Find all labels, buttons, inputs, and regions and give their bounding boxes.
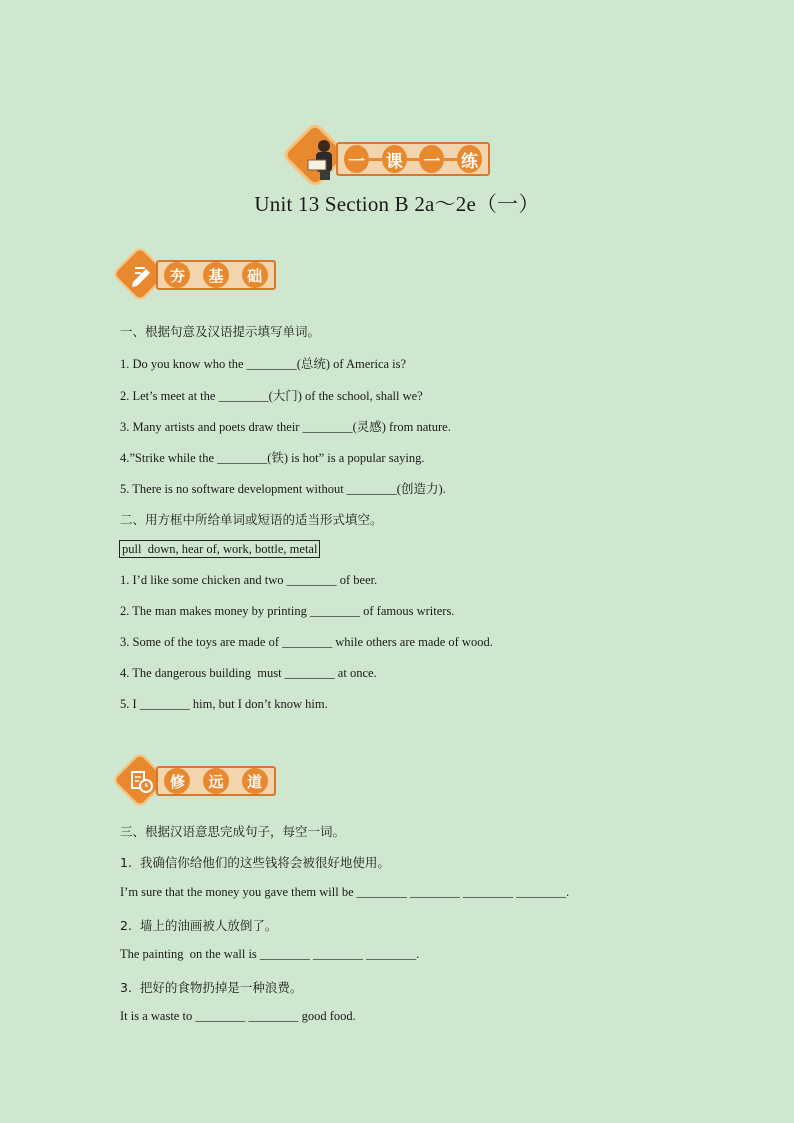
banner-char: 一 — [344, 145, 369, 173]
banner-char: 练 — [457, 145, 482, 173]
exercise-item: 5. There is no software development without ________(创造力). — [120, 482, 446, 496]
part2-heading: 二、用方框中所给单词或短语的适当形式填空。 — [120, 512, 383, 527]
exercise-prompt: 1. 我确信你给他们的这些钱将会被很好地使用。 — [120, 855, 390, 870]
clock-document-icon — [126, 766, 156, 796]
banner-dash — [369, 158, 382, 161]
section-header-bar — [156, 260, 276, 290]
section-header-advanced — [120, 760, 278, 804]
section-char: 基 — [203, 262, 229, 288]
exercise-item: It is a waste to ________ ________ good food. — [120, 1009, 356, 1023]
part3-heading: 三、根据汉语意思完成句子，每空一词。 — [120, 824, 346, 839]
pencil-icon — [126, 260, 156, 290]
banner-dash — [444, 158, 457, 161]
exercise-prompt: 2. 墙上的油画被人放倒了。 — [120, 918, 278, 933]
banner-dash — [407, 158, 420, 161]
exercise-item: 4.”Strike while the ________(铁) is hot” is a popular saying. — [120, 451, 425, 465]
banner-char: 课 — [382, 145, 407, 173]
section-char: 夯 — [164, 262, 190, 288]
section-char: 远 — [203, 768, 229, 794]
exercise-item: The painting on the wall is ________ ________ ________. — [120, 947, 420, 961]
exercise-item: I’m sure that the money you gave them will be ________ ________ ________ ________. — [120, 885, 570, 899]
section-header-basics — [120, 254, 278, 298]
exercise-item: 3. Many artists and poets draw their ________(灵感) from nature. — [120, 420, 451, 434]
banner-char: 一 — [419, 145, 444, 173]
lesson-banner — [290, 130, 500, 186]
section-header-bar — [156, 766, 276, 796]
exercise-prompt: 3. 把好的食物扔掉是一种浪费。 — [120, 980, 303, 995]
banner-bar — [336, 142, 490, 176]
document-title: Unit 13 Section B 2a～2e（一） — [254, 192, 540, 216]
exercise-item: 1. Do you know who the ________(总统) of America is? — [120, 357, 407, 371]
section-char: 修 — [164, 768, 190, 794]
exercise-item: 2. The man makes money by printing ________ of famous writers. — [120, 604, 455, 618]
exercise-item: 5. I ________ him, but I don’t know him. — [120, 697, 328, 711]
exercise-item: 1. I’d like some chicken and two ________ of beer. — [120, 573, 378, 587]
section-char: 道 — [242, 768, 268, 794]
section-char: 础 — [242, 262, 268, 288]
word-box: pull down, hear of, work, bottle, metal — [119, 540, 320, 558]
exercise-item: 2. Let’s meet at the ________(大门) of the school, shall we? — [120, 389, 423, 403]
exercise-item: 3. Some of the toys are made of ________ while others are made of wood. — [120, 635, 493, 649]
part1-heading: 一、根据句意及汉语提示填写单词。 — [120, 324, 321, 339]
exercise-item: 4. The dangerous building must ________ at once. — [120, 666, 377, 680]
